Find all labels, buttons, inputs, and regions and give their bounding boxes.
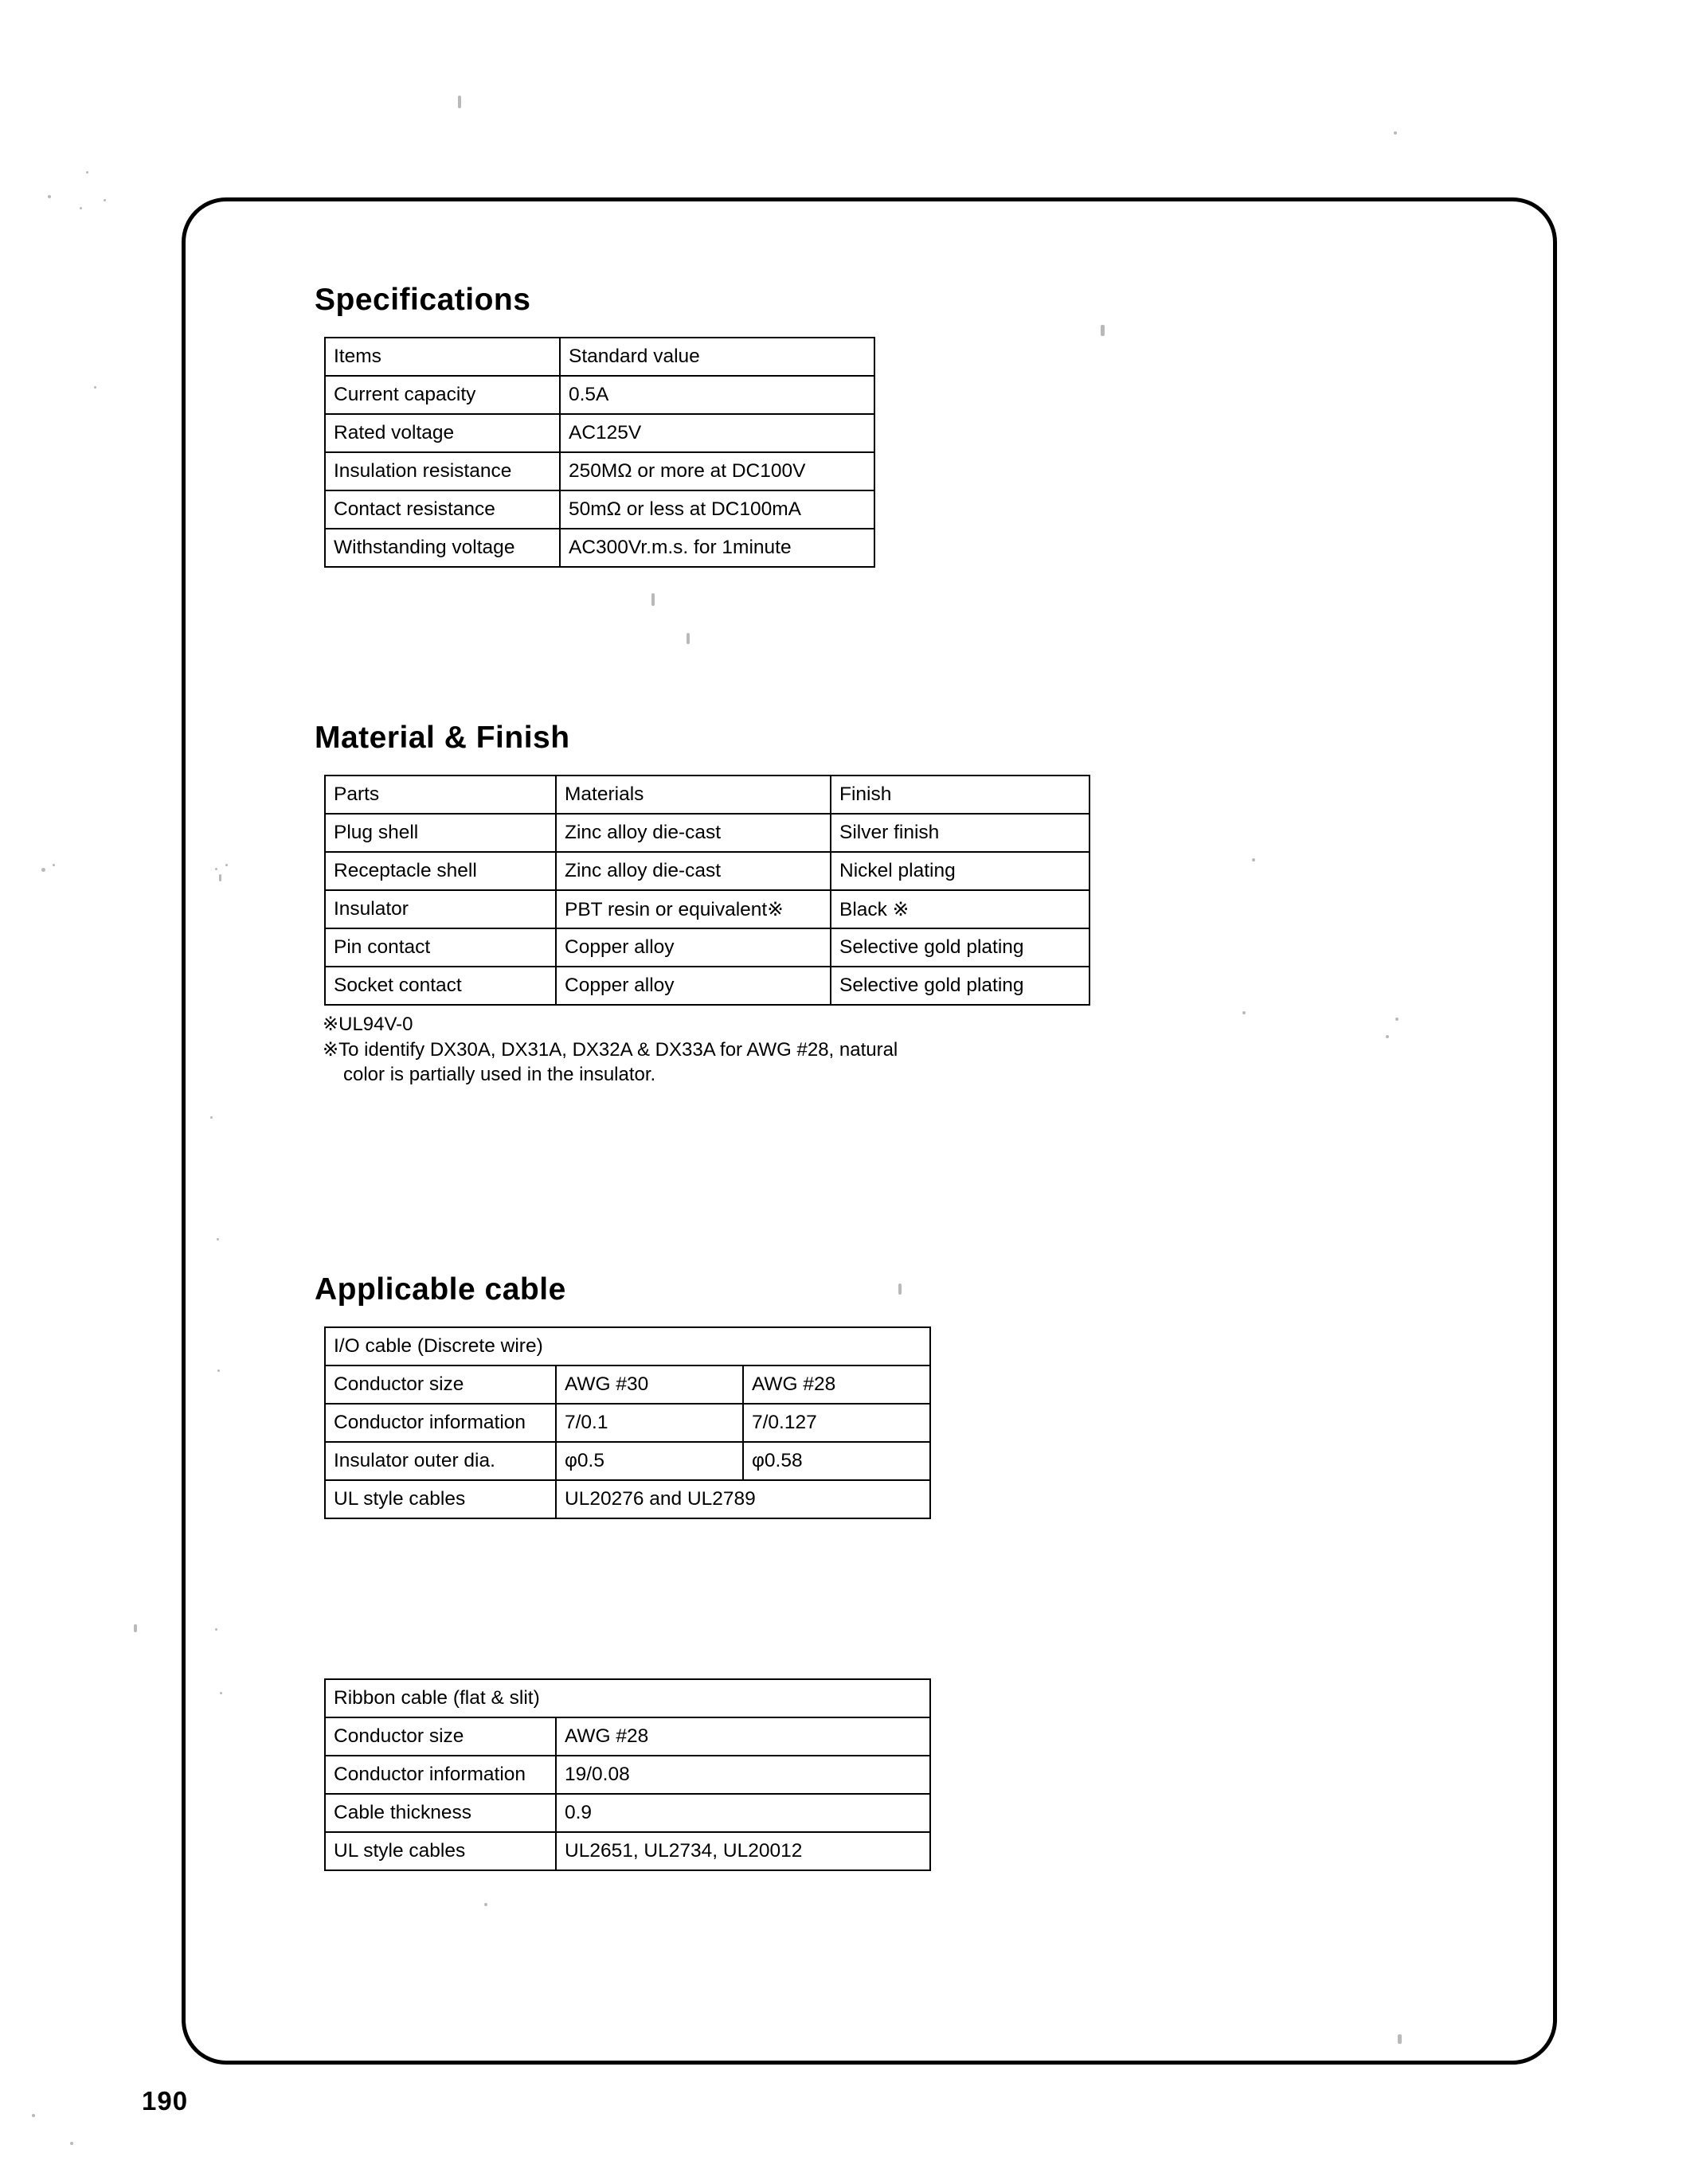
ribbon-row-value: 0.9 [556, 1794, 930, 1832]
io-row-label: Conductor information [325, 1404, 556, 1442]
ribbon-row-value: AWG #28 [556, 1717, 930, 1756]
ribbon-row-label: Cable thickness [325, 1794, 556, 1832]
table-row [325, 490, 874, 529]
page-content [315, 283, 1414, 1871]
material-part: Socket contact [325, 967, 556, 1005]
material-header-materials: Materials [556, 776, 831, 814]
material-material: Copper alloy [556, 967, 831, 1005]
table-header-row [325, 776, 1090, 814]
material-finish-title: Material & Finish [315, 721, 570, 755]
spec-header-standard-value: Standard value [560, 338, 874, 376]
ribbon-row-value: 19/0.08 [556, 1756, 930, 1794]
scan-speckle [86, 171, 88, 174]
footnote-line: ※To identify DX30A, DX31A, DX32A & DX33A for AWG #28, natural [323, 1038, 898, 1061]
spec-item-value: 0.5A [560, 376, 874, 414]
material-finish-section [315, 721, 1414, 1088]
table-header-row [325, 1679, 930, 1717]
io-row-value: φ0.5 [556, 1442, 743, 1480]
section-gap [315, 568, 1414, 721]
scan-speckle [1394, 131, 1397, 135]
scan-speckle [104, 199, 106, 201]
material-part: Pin contact [325, 928, 556, 967]
spec-item-value: 50mΩ or less at DC100mA [560, 490, 874, 529]
io-row-value: AWG #28 [743, 1365, 930, 1404]
scan-speckle [80, 207, 82, 209]
spec-item-value: 250MΩ or more at DC100V [560, 452, 874, 490]
specifications-table [324, 337, 875, 568]
table-row [325, 814, 1090, 852]
io-cable-table [324, 1326, 931, 1519]
io-row-value: φ0.58 [743, 1442, 930, 1480]
spec-header-items: Items [325, 338, 560, 376]
material-finish: Selective gold plating [831, 928, 1090, 967]
table-row [325, 1832, 930, 1870]
io-row-label: UL style cables [325, 1480, 556, 1518]
spec-item-label: Insulation resistance [325, 452, 560, 490]
table-row [325, 928, 1090, 967]
scan-speckle [48, 195, 51, 198]
spec-item-label: Contact resistance [325, 490, 560, 529]
table-row [325, 376, 874, 414]
table-row [325, 529, 874, 567]
material-material: Zinc alloy die-cast [556, 814, 831, 852]
io-row-value: 7/0.127 [743, 1404, 930, 1442]
table-row [325, 967, 1090, 1005]
scan-speckle [458, 96, 461, 108]
spec-item-label: Current capacity [325, 376, 560, 414]
applicable-cable-section [315, 1272, 1414, 1871]
material-material: PBT resin or equivalent※ [556, 890, 831, 928]
material-material: Zinc alloy die-cast [556, 852, 831, 890]
material-finish: Silver finish [831, 814, 1090, 852]
material-part: Receptacle shell [325, 852, 556, 890]
specifications-section [315, 283, 1414, 568]
scan-speckle [53, 864, 55, 866]
io-row-label: Insulator outer dia. [325, 1442, 556, 1480]
material-material: Copper alloy [556, 928, 831, 967]
material-part: Insulator [325, 890, 556, 928]
io-cable-caption: I/O cable (Discrete wire) [325, 1327, 930, 1365]
spec-item-label: Rated voltage [325, 414, 560, 452]
ribbon-row-label: UL style cables [325, 1832, 556, 1870]
scan-speckle [134, 1624, 137, 1632]
spec-item-value: AC125V [560, 414, 874, 452]
ribbon-cable-table [324, 1678, 931, 1871]
table-row [325, 890, 1090, 928]
table-row [325, 414, 874, 452]
page-number: 190 [142, 2086, 189, 2116]
material-header-finish: Finish [831, 776, 1090, 814]
table-row [325, 1756, 930, 1794]
applicable-cable-title: Applicable cable [315, 1272, 566, 1307]
io-row-value: 7/0.1 [556, 1404, 743, 1442]
table-row [325, 1365, 930, 1404]
spec-item-label: Withstanding voltage [325, 529, 560, 567]
table-gap [315, 1519, 1414, 1678]
spec-item-value: AC300Vr.m.s. for 1minute [560, 529, 874, 567]
footnote-line: ※UL94V-0 [323, 1014, 413, 1035]
material-finish-table [324, 775, 1090, 1006]
footnote-line: color is partially used in the insulator. [343, 1064, 656, 1086]
material-finish: Selective gold plating [831, 967, 1090, 1005]
section-gap [315, 1088, 1414, 1272]
scan-speckle [32, 2114, 35, 2117]
io-row-value: AWG #30 [556, 1365, 743, 1404]
scan-speckle [41, 868, 45, 872]
table-row [325, 452, 874, 490]
table-row [325, 1794, 930, 1832]
scan-speckle [94, 386, 96, 389]
ribbon-cable-caption: Ribbon cable (flat & slit) [325, 1679, 930, 1717]
scan-speckle [70, 2142, 73, 2145]
material-finish: Black ※ [831, 890, 1090, 928]
material-finish: Nickel plating [831, 852, 1090, 890]
ribbon-row-label: Conductor size [325, 1717, 556, 1756]
material-part: Plug shell [325, 814, 556, 852]
table-row [325, 1480, 930, 1518]
material-header-parts: Parts [325, 776, 556, 814]
ribbon-row-value: UL2651, UL2734, UL20012 [556, 1832, 930, 1870]
ribbon-row-label: Conductor information [325, 1756, 556, 1794]
io-row-label: Conductor size [325, 1365, 556, 1404]
table-header-row [325, 1327, 930, 1365]
material-finish-footnotes [323, 1012, 1414, 1088]
table-row [325, 1717, 930, 1756]
table-row [325, 852, 1090, 890]
io-row-value: UL20276 and UL2789 [556, 1480, 930, 1518]
table-header-row [325, 338, 874, 376]
specifications-title: Specifications [315, 283, 531, 317]
table-row [325, 1404, 930, 1442]
table-row [325, 1442, 930, 1480]
